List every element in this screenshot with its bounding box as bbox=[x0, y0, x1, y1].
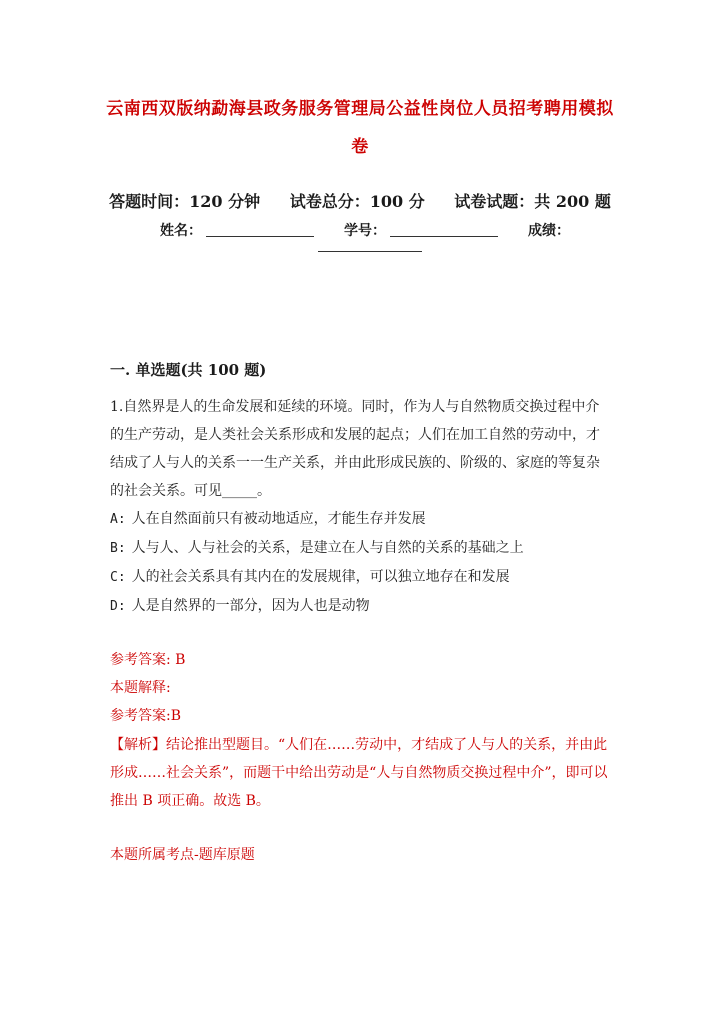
id-blank bbox=[390, 222, 498, 237]
option-key: D: bbox=[110, 599, 126, 614]
student-fields bbox=[160, 220, 570, 240]
analysis-text: 【解析】结论推出型题目。“人们在……劳动中，才结成了人与人的关系，并由此形成……社会关系”，而题干中给出劳动是“人与自然物质交换过程中介”，即可以推出 B 项正确。故选 B。 bbox=[110, 737, 608, 809]
option-text: 人的社会关系具有其内在的发展规律，可以独立地存在和发展 bbox=[131, 569, 510, 585]
topic-label: 本题所属考点-题库原题 bbox=[110, 847, 255, 863]
option-text: 人与人、人与社会的关系，是建立在人与自然的关系的基础之上 bbox=[131, 540, 524, 556]
option-a bbox=[110, 505, 610, 534]
option-c bbox=[110, 563, 610, 592]
exam-title-line2: 卷 bbox=[351, 137, 369, 157]
name-blank bbox=[206, 222, 314, 237]
id-label: 学号： bbox=[344, 223, 386, 239]
name-label: 姓名： bbox=[160, 223, 202, 239]
exam-total-score: 试卷总分：100 分 bbox=[289, 192, 425, 211]
option-b bbox=[110, 534, 610, 563]
exam-question-count: 试卷试题：共 200 题 bbox=[454, 192, 611, 211]
score-label: 成绩： bbox=[528, 223, 570, 239]
section-title: 一. 单选题(共 100 题) bbox=[110, 361, 267, 379]
option-text: 人是自然界的一部分，因为人也是动物 bbox=[131, 598, 370, 614]
reference-answer-2: 参考答案:B bbox=[110, 708, 182, 724]
options-list bbox=[110, 505, 610, 621]
option-text: 人在自然面前只有被动地适应，才能生存并发展 bbox=[131, 511, 426, 527]
exam-time: 答题时间：120 分钟 bbox=[109, 192, 261, 211]
explanation-label: 本题解释: bbox=[110, 680, 171, 696]
exam-info bbox=[0, 189, 720, 212]
option-d bbox=[110, 592, 610, 621]
option-key: B: bbox=[110, 541, 126, 556]
option-key: A: bbox=[110, 512, 126, 527]
option-key: C: bbox=[110, 570, 126, 585]
exam-title-line1: 云南西双版纳勐海县政务服务管理局公益性岗位人员招考聘用模拟 bbox=[106, 99, 614, 119]
answer-block bbox=[110, 646, 610, 730]
question-text: 1.自然界是人的生命发展和延续的环境。同时，作为人与自然物质交换过程中介的生产劳动，是人类社会关系形成和发展的起点；人们在加工自然的劳动中，才结成了人与人的关系一一生产关系，并由此形成民族的、阶级的、家庭的等复杂的社会关系。可见_____。 bbox=[110, 399, 600, 499]
score-blank bbox=[318, 251, 422, 252]
reference-answer: 参考答案: B bbox=[110, 652, 186, 668]
